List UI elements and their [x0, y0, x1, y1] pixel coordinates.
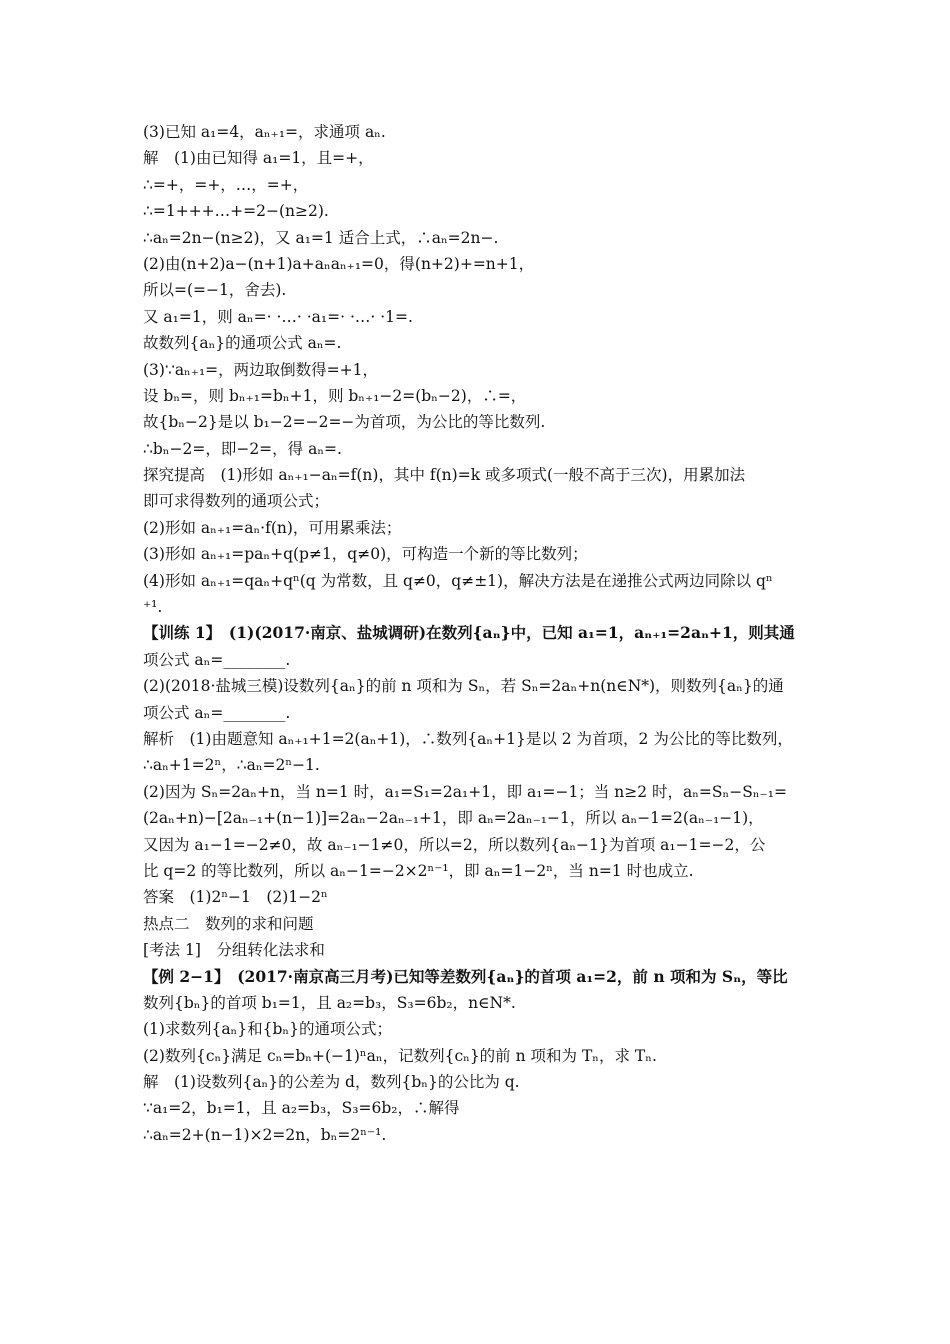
text-line: 即可求得数列的通项公式；	[143, 492, 330, 511]
text-line: (2aₙ+n)−[2aₙ₋₁+(n−1)]=2aₙ−2aₙ₋₁+1，即 aₙ=2aₙ₋₁−1，所以 aₙ−1=2(aₙ₋₁−1)，	[143, 809, 764, 828]
training-heading-line: 【训练 1】 (1)(2017·南京、盐城调研)在数列{aₙ}中，已知 a₁=1，aₙ₊₁=2aₙ+1，则其通	[143, 623, 795, 643]
text-line: 探究提高 (1)形如 aₙ₊₁−aₙ=f(n)，其中 f(n)=k 或多项式(一般不高于三次)，用累加法	[143, 466, 746, 485]
document-page	[143, 119, 823, 1148]
text-line: ⁺¹.	[143, 598, 163, 617]
text-line: (2)因为 Sₙ=2aₙ+n，当 n=1 时，a₁=S₁=2a₁+1，即 a₁=−1；当 n≥2 时，aₙ=Sₙ−Sₙ₋₁=	[143, 782, 787, 801]
text-line: (4)形如 aₙ₊₁=qaₙ+qⁿ(q 为常数，且 q≠0，q≠±1)，解决方法是在递推公式两边同除以 qⁿ	[143, 571, 773, 590]
text-line: 又 a₁=1，则 aₙ=· ·…· ·a₁=· ·…· ·1=.	[143, 307, 413, 326]
text-line: 项公式 aₙ=________.	[143, 650, 291, 669]
method-heading: [考法 1] 分组转化法求和	[143, 941, 325, 960]
text-line: ∴aₙ=2n−(n≥2)，又 a₁=1 适合上式，∴aₙ=2n−.	[143, 228, 499, 247]
text-line: 比 q=2 的等比数列，所以 aₙ−1=−2×2ⁿ⁻¹，即 aₙ=1−2ⁿ，当 n=1 时也成立.	[143, 861, 694, 880]
text-line: 又因为 a₁−1=−2≠0，故 aₙ₋₁−1≠0，所以=2，所以数列{aₙ−1}为首项 a₁−1=−2，公	[143, 835, 766, 854]
text-line: 所以=(=−1，舍去).	[143, 281, 287, 300]
text-line: (3)形如 aₙ₊₁=paₙ+q(p≠1，q≠0)，可构造一个新的等比数列；	[143, 545, 588, 564]
text-line: 项公式 aₙ=________.	[143, 703, 291, 722]
text-line: (1)求数列{aₙ}和{bₙ}的通项公式；	[143, 1020, 392, 1039]
text-line: 解 (1)由已知得 a₁=1，且=+，	[143, 149, 374, 168]
text-line: 故数列{aₙ}的通项公式 aₙ=.	[143, 334, 342, 353]
text-line: ∵a₁=2，b₁=1，且 a₂=b₃，S₃=6b₂，∴解得	[143, 1099, 460, 1118]
text-line: (2)形如 aₙ₊₁=aₙ·f(n)，可用累乘法；	[143, 518, 402, 537]
text-line: 设 bₙ=，则 bₙ₊₁=bₙ+1，则 bₙ₊₁−2=(bₙ−2)，∴=，	[143, 386, 527, 405]
section-heading: 热点二 数列的求和问题	[143, 914, 314, 933]
text-line: (2)由(n+2)a−(n+1)a+aₙaₙ₊₁=0，得(n+2)+=n+1，	[143, 254, 535, 273]
text-line: ∴bₙ−2=，即−2=，得 aₙ=.	[143, 439, 342, 458]
text-line: ∴aₙ+1=2ⁿ，∴aₙ=2ⁿ−1.	[143, 756, 320, 775]
text-line: 数列{bₙ}的首项 b₁=1，且 a₂=b₃，S₃=6b₂，n∈N*.	[143, 993, 516, 1012]
text-line: 故{bₙ−2}是以 b₁−2=−2=−为首项，为公比的等比数列.	[143, 413, 546, 432]
text-line: 解析 (1)由题意知 aₙ₊₁+1=2(aₙ+1)，∴数列{aₙ+1}是以 2 为首项，2 为公比的等比数列，	[143, 729, 793, 748]
answer-line: 答案 (1)2ⁿ−1 (2)1−2ⁿ	[143, 888, 328, 907]
text-line: ∴=+，=+，…，=+，	[143, 175, 309, 194]
text-line: ∴aₙ=2+(n−1)×2=2n，bₙ=2ⁿ⁻¹.	[143, 1125, 387, 1144]
text-line: ∴=1+++…+=2−(n≥2).	[143, 202, 329, 221]
example-heading-line: 【例 2−1】 (2017·南京高三月考)已知等差数列{aₙ}的首项 a₁=2，前 n 项和为 Sₙ，等比	[143, 966, 788, 986]
text-line: 解 (1)设数列{aₙ}的公差为 d，数列{bₙ}的公比为 q.	[143, 1073, 520, 1092]
text-line: (3)已知 a₁=4，aₙ₊₁=，求通项 aₙ.	[143, 123, 386, 141]
text-line: (3)∵aₙ₊₁=，两边取倒数得=+1，	[143, 360, 378, 379]
text-line: (2)数列{cₙ}满足 cₙ=bₙ+(−1)ⁿaₙ，记数列{cₙ}的前 n 项和为 Tₙ，求 Tₙ.	[143, 1046, 657, 1065]
text-line: (2)(2018·盐城三模)设数列{aₙ}的前 n 项和为 Sₙ，若 Sₙ=2aₙ+n(n∈N*)，则数列{aₙ}的通	[143, 677, 784, 696]
